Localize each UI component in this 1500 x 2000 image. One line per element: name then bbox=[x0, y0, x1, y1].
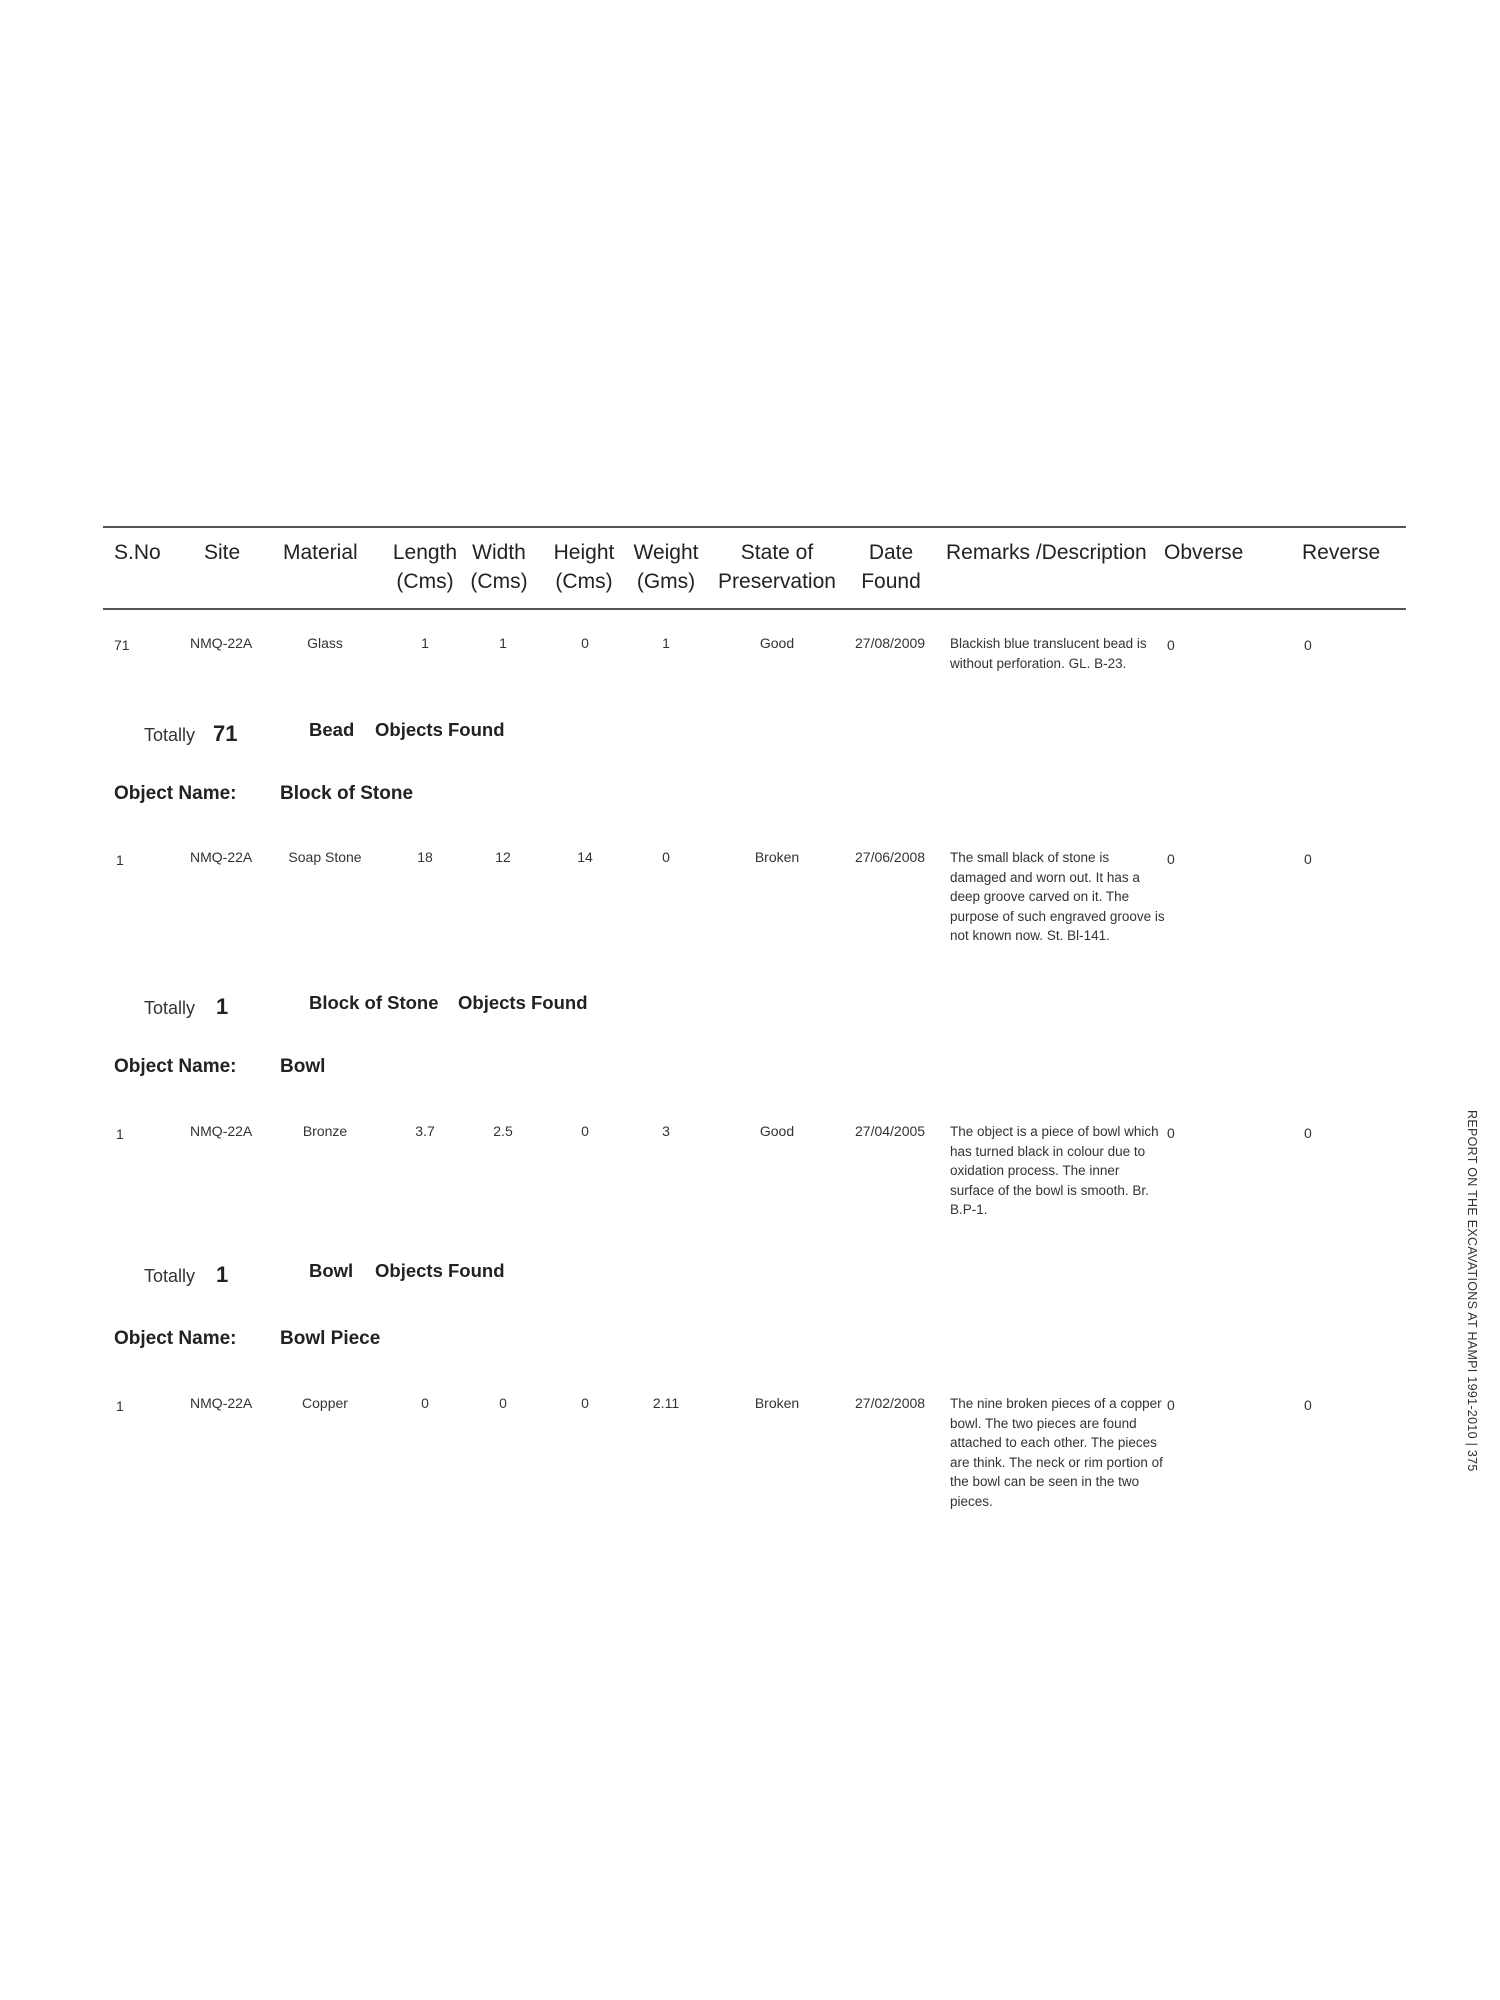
cell-date: 27/02/2008 bbox=[855, 1395, 926, 1411]
header-height-line2: (Cms) bbox=[555, 570, 613, 593]
header-date bbox=[855, 538, 927, 596]
object-name-value: Bowl Piece bbox=[280, 1328, 381, 1349]
header-state-line1: State of bbox=[740, 541, 814, 564]
cell-state: Broken bbox=[754, 849, 800, 865]
cell-obverse: 0 bbox=[1167, 1125, 1175, 1141]
cell-state: Good bbox=[759, 1123, 795, 1139]
cell-obverse: 0 bbox=[1167, 637, 1175, 653]
cell-width: 0 bbox=[499, 1395, 507, 1411]
object-name-label: Object Name: bbox=[114, 783, 237, 804]
cell-material: Soap Stone bbox=[288, 849, 362, 865]
header-date-line2: Found bbox=[861, 570, 921, 593]
cell-width: 12 bbox=[495, 849, 511, 865]
cell-weight: 0 bbox=[662, 849, 670, 865]
cell-material: Copper bbox=[302, 1395, 348, 1411]
total-suffix: Objects Found bbox=[375, 719, 505, 740]
total-object-name: Block of Stone bbox=[309, 992, 439, 1013]
header-length-line2: (Cms) bbox=[396, 570, 454, 593]
header-material: Material bbox=[283, 541, 358, 564]
header-height bbox=[546, 538, 622, 596]
cell-remarks: The object is a piece of bowl which has turned black in colour due to oxidation process. The inner surface of the bowl is smooth. Br. B.P-1. bbox=[950, 1124, 1159, 1217]
header-weight bbox=[627, 538, 705, 596]
cell-height: 0 bbox=[581, 635, 589, 651]
total-prefix: Totally bbox=[144, 1266, 196, 1286]
cell-sno: 1 bbox=[116, 852, 124, 868]
cell-length: 3.7 bbox=[415, 1123, 435, 1139]
cell-width: 1 bbox=[499, 635, 507, 651]
cell-date: 27/06/2008 bbox=[855, 849, 926, 865]
table-top-rule bbox=[103, 526, 1406, 528]
cell-width: 2.5 bbox=[493, 1123, 513, 1139]
header-length-line1: Length bbox=[392, 541, 458, 564]
cell-state: Broken bbox=[754, 1395, 800, 1411]
cell-reverse: 0 bbox=[1304, 637, 1312, 653]
header-reverse: Reverse bbox=[1302, 541, 1381, 564]
header-date-line1: Date bbox=[868, 541, 914, 564]
cell-date: 27/04/2005 bbox=[855, 1123, 926, 1139]
cell-weight: 2.11 bbox=[652, 1395, 680, 1411]
cell-remarks: Blackish blue translucent bead is without perforation. GL. B-23. bbox=[950, 636, 1147, 671]
header-width bbox=[464, 538, 534, 596]
cell-height: 0 bbox=[581, 1123, 589, 1139]
total-count: 1 bbox=[216, 994, 229, 1019]
cell-state: Good bbox=[759, 635, 795, 651]
header-width-line1: Width bbox=[472, 541, 526, 564]
object-name-label: Object Name: bbox=[114, 1056, 237, 1077]
cell-reverse: 0 bbox=[1304, 1125, 1312, 1141]
total-object-name: Bowl bbox=[309, 1260, 354, 1281]
cell-site: NMQ-22A bbox=[190, 1395, 253, 1411]
cell-sno: 71 bbox=[114, 637, 130, 653]
cell-height: 14 bbox=[577, 849, 593, 865]
cell-obverse: 0 bbox=[1167, 1397, 1175, 1413]
cell-obverse: 0 bbox=[1167, 851, 1175, 867]
header-sno: S.No bbox=[114, 541, 161, 564]
cell-reverse: 0 bbox=[1304, 851, 1312, 867]
total-count: 1 bbox=[216, 1262, 229, 1287]
total-prefix: Totally bbox=[144, 725, 196, 745]
cell-length: 18 bbox=[417, 849, 433, 865]
cell-date: 27/08/2009 bbox=[855, 635, 926, 651]
total-count: 71 bbox=[213, 721, 238, 746]
running-footer: REPORT ON THE EXCAVATIONS AT HAMPI 1991-2010 | 375 bbox=[1465, 1110, 1479, 1472]
total-object-name: Bead bbox=[309, 719, 355, 740]
cell-remarks: The nine broken pieces of a copper bowl. The two pieces are found attached to each other. The pieces are think. The neck or rim portion of the bowl can be seen in the two pieces. bbox=[950, 1396, 1163, 1509]
cell-length: 0 bbox=[421, 1395, 429, 1411]
header-state-line2: Preservation bbox=[718, 570, 836, 593]
cell-remarks: The small black of stone is damaged and worn out. It has a deep groove carved on it. The purpose of such engraved groove is not known now. St. Bl-141. bbox=[950, 850, 1165, 943]
header-site: Site bbox=[204, 541, 241, 564]
cell-material: Glass bbox=[307, 635, 343, 651]
header-bottom-rule bbox=[103, 608, 1406, 610]
header-weight-line2: (Gms) bbox=[636, 570, 696, 593]
object-name-label: Object Name: bbox=[114, 1328, 237, 1349]
header-height-line1: Height bbox=[553, 541, 615, 564]
header-state bbox=[713, 538, 841, 596]
cell-sno: 1 bbox=[116, 1398, 124, 1414]
cell-reverse: 0 bbox=[1304, 1397, 1312, 1413]
cell-material: Bronze bbox=[302, 1123, 348, 1139]
header-remarks: Remarks /Description bbox=[946, 541, 1147, 564]
header-width-line2: (Cms) bbox=[470, 570, 528, 593]
object-name-value: Bowl bbox=[280, 1056, 326, 1077]
cell-length: 1 bbox=[421, 635, 429, 651]
cell-weight: 1 bbox=[662, 635, 670, 651]
total-prefix: Totally bbox=[144, 998, 196, 1018]
cell-site: NMQ-22A bbox=[190, 849, 253, 865]
cell-site: NMQ-22A bbox=[190, 1123, 253, 1139]
total-suffix: Objects Found bbox=[458, 992, 588, 1013]
cell-height: 0 bbox=[581, 1395, 589, 1411]
total-suffix: Objects Found bbox=[375, 1260, 505, 1281]
cell-weight: 3 bbox=[662, 1123, 670, 1139]
cell-sno: 1 bbox=[116, 1126, 124, 1142]
object-name-value: Block of Stone bbox=[280, 783, 414, 804]
header-obverse: Obverse bbox=[1164, 541, 1244, 564]
header-weight-line1: Weight bbox=[633, 541, 699, 564]
cell-site: NMQ-22A bbox=[190, 635, 253, 651]
header-length bbox=[385, 538, 465, 596]
